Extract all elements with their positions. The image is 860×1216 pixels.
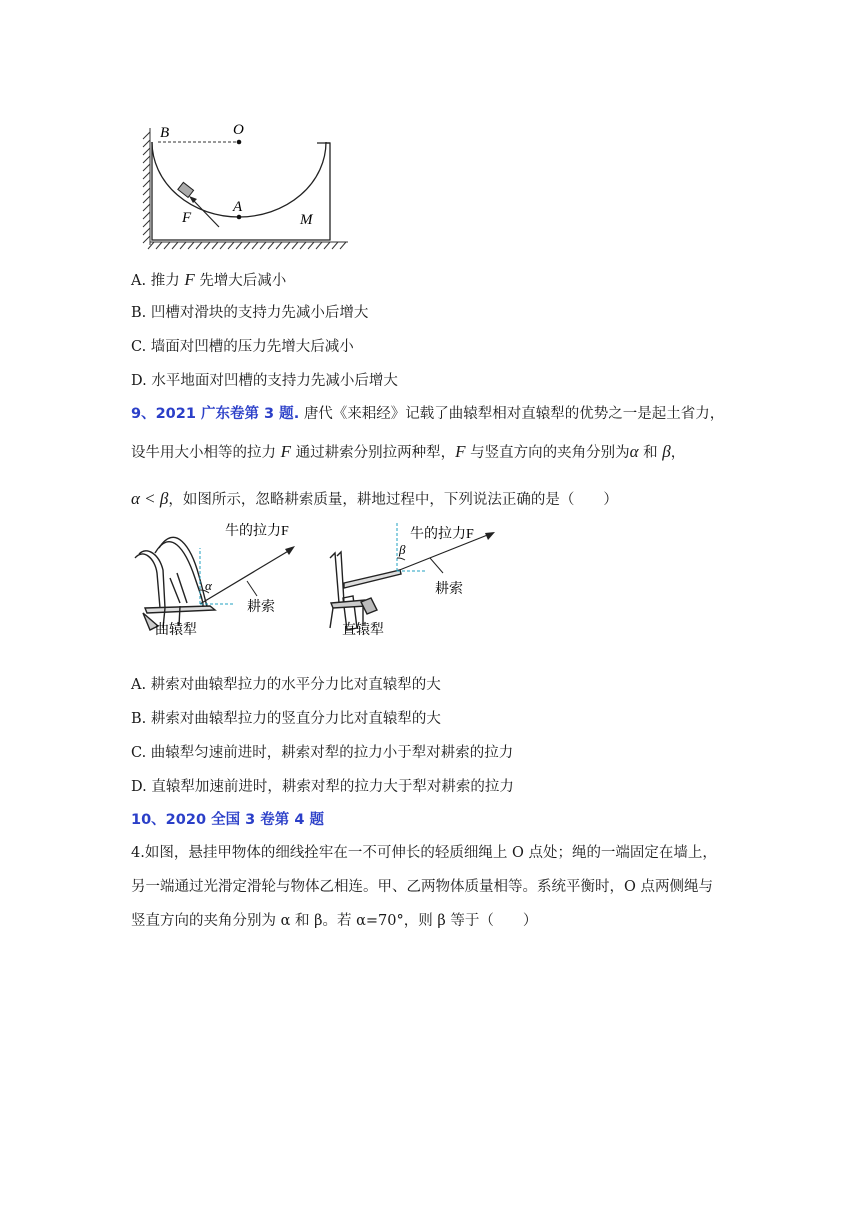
curved-plough-label: 曲辕犁 bbox=[155, 623, 197, 638]
label-a: A bbox=[233, 199, 243, 215]
plough-figure bbox=[125, 518, 525, 643]
q9-heading: 9、2021 广东卷第 3 题 bbox=[131, 406, 294, 422]
label-o: O bbox=[233, 122, 244, 138]
pull-arrow-left bbox=[285, 546, 295, 555]
rope-label-left: 耕索 bbox=[247, 600, 275, 615]
pull-arrow-right bbox=[485, 532, 495, 540]
beta-label: β bbox=[399, 542, 406, 557]
q9-line-3: α < β，如图所示，忽略耕索质量，耕地过程中，下列说法正确的是（ ） bbox=[131, 489, 618, 508]
alpha-label: α bbox=[205, 578, 212, 593]
point-o bbox=[237, 140, 242, 145]
q10-line-3: 竖直方向的夹角分别为 α 和 β。若 α=70°，则 β 等于（ ） bbox=[131, 913, 538, 929]
slider-block bbox=[178, 182, 194, 197]
label-b: B bbox=[160, 125, 170, 141]
force-f-arrow bbox=[193, 200, 219, 227]
q9-option-d: D. 直辕犁加速前进时，耕索对犁的拉力大于犁对耕索的拉力 bbox=[131, 779, 514, 795]
q9-line-2: 设牛用大小相等的拉力 F 通过耕索分别拉两种犁，F 与竖直方向的夹角分别为α 和 β， bbox=[131, 442, 686, 461]
straight-plough-label: 直辕犁 bbox=[342, 623, 384, 638]
q10-heading: 10、2020 全国 3 卷第 4 题 bbox=[131, 812, 324, 828]
q8-option-a: A. 推力 F 先增大后减小 bbox=[131, 270, 287, 289]
q9-option-a: A. 耕索对曲辕犁拉力的水平分力比对直辕犁的大 bbox=[131, 677, 441, 693]
q8-option-c: C. 墙面对凹槽的压力先增大后减小 bbox=[131, 339, 354, 355]
straight-plough-drawing bbox=[330, 552, 401, 630]
q10-line-1: 4.如图，悬挂甲物体的细线拴牢在一不可伸长的轻质细绳上 O 点处；绳的一端固定在墙上， bbox=[131, 845, 717, 861]
q9-line-1: 9、2021 广东卷第 3 题. 唐代《来耜经》记载了曲辕犁相对直辕犁的优势之一是起土省力， bbox=[131, 406, 725, 422]
rope-label-right: 耕索 bbox=[435, 582, 463, 597]
pull-label-left: 牛的拉力F bbox=[225, 524, 289, 539]
label-m: M bbox=[300, 212, 313, 228]
q8-option-b: B. 凹槽对滑块的支持力先减小后增大 bbox=[131, 305, 369, 321]
groove-figure bbox=[130, 110, 360, 255]
q10-line-2: 另一端通过光滑定滑轮与物体乙相连。甲、乙两物体质量相等。系统平衡时，O 点两侧绳与 bbox=[131, 879, 713, 895]
pull-label-right: 牛的拉力F bbox=[410, 527, 474, 542]
q9-option-c: C. 曲辕犁匀速前进时，耕索对犁的拉力小于犁对耕索的拉力 bbox=[131, 745, 514, 761]
wall-hatching bbox=[143, 128, 150, 245]
curved-plough-drawing bbox=[135, 537, 215, 630]
q8-option-d: D. 水平地面对凹槽的支持力先减小后增大 bbox=[131, 373, 398, 389]
label-f: F bbox=[182, 210, 192, 226]
point-a bbox=[237, 215, 242, 220]
q9-option-b: B. 耕索对曲辕犁拉力的竖直分力比对直辕犁的大 bbox=[131, 711, 441, 727]
ground-hatching bbox=[148, 242, 348, 249]
q10-heading-line bbox=[131, 810, 324, 830]
